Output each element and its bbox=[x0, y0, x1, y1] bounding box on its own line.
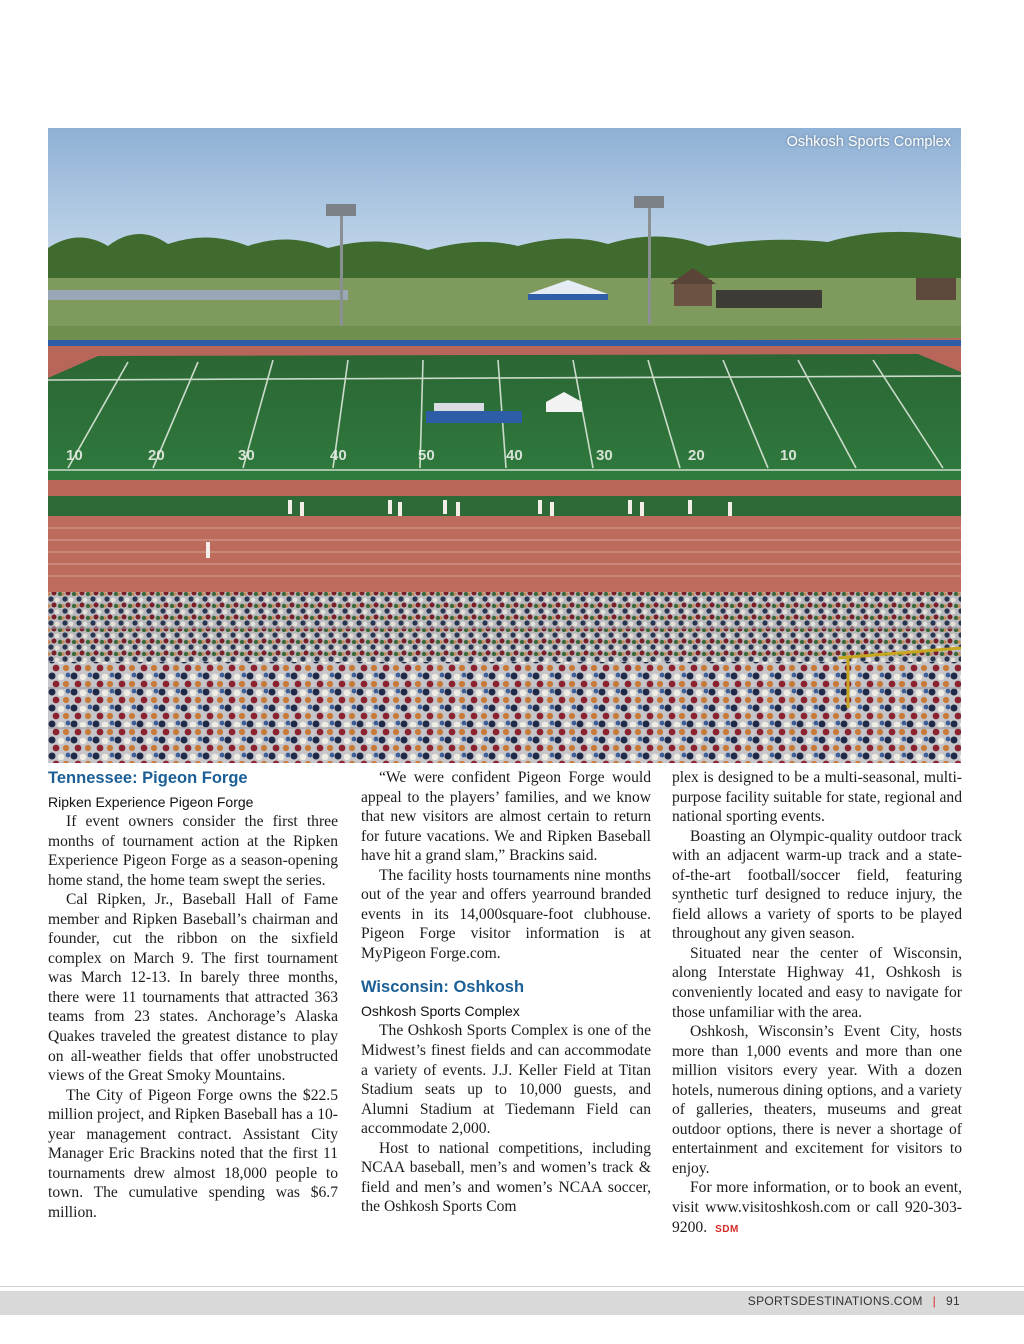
sdm-end-mark-logo: SDM bbox=[715, 1223, 739, 1235]
article-column-3 bbox=[672, 768, 962, 1239]
paragraph: Host to national competitions, including NCAA baseball, men’s and women’s track & field and men’s and women’s NCAA soccer, the Oshkosh Sports Com bbox=[361, 1139, 651, 1216]
field-yard-number: 40 bbox=[506, 447, 523, 464]
paragraph: The facility hosts tournaments nine months out of the year and offers yearround branded events in its 14,000square-foot clubhouse. Pigeon Forge visitor information is at MyPigeon Forge.com. bbox=[361, 866, 651, 962]
footer-separator: | bbox=[932, 1294, 937, 1308]
paragraph: If event owners consider the first three months of tournament action at the Ripken Experience Pigeon Forge as a season-opening home stand, the home team swept the series. bbox=[48, 813, 338, 889]
paragraph: Situated near the center of Wisconsin, along Interstate Highway 41, Oshkosh is conveniently located and easy to navigate for those unfamiliar with the area. bbox=[672, 944, 962, 1021]
paragraph-final-text: For more information, or to book an event, visit www.visitoshkosh.com or call 920-303-9200. bbox=[672, 1179, 962, 1236]
article-column-2 bbox=[361, 768, 651, 1217]
stadium-photo bbox=[48, 128, 961, 763]
field-yard-number: 50 bbox=[418, 447, 435, 464]
field-yard-number: 10 bbox=[66, 447, 83, 464]
subheading-oshkosh-sports-complex: Oshkosh Sports Complex bbox=[361, 1003, 520, 1020]
field-yard-number: 40 bbox=[330, 447, 347, 464]
section-heading-wisconsin: Wisconsin: Oshkosh bbox=[361, 978, 525, 997]
page-number: 91 bbox=[946, 1294, 960, 1308]
paragraph: Boasting an Olympic-quality outdoor track with an adjacent warm-up track and a state-of-the-art football/soccer field, featuring synthetic turf designed to reduce injury, the field allows a variety of sports to be played throughout any given season. bbox=[672, 827, 962, 943]
section-heading-tennessee: Tennessee: Pigeon Forge bbox=[48, 769, 248, 787]
paragraph: The City of Pigeon Forge owns the $22.5 million project, and Ripken Baseball has a 10-year management contract. Assistant City Manager Eric Brackins noted that the first 11 tournaments drew almost 18,000 people to town. The cumulative spending was $6.7 million. bbox=[48, 1086, 338, 1221]
paragraph: plex is designed to be a multi-seasonal, multi-purpose facility suitable for state, regional and national sporting events. bbox=[672, 769, 962, 826]
footer-site-name: SPORTSDESTINATIONS.COM bbox=[747, 1294, 923, 1308]
photo-caption: Oshkosh Sports Complex bbox=[786, 134, 951, 150]
field-yard-number: 20 bbox=[148, 447, 165, 464]
stadium-illustration bbox=[48, 128, 961, 763]
field-yard-number: 10 bbox=[780, 447, 797, 464]
article-column-1 bbox=[48, 768, 338, 1222]
paragraph: “We were confident Pigeon Forge would appeal to the players’ families, and we know that new visitors are almost certain to return for future vacations. We and Ripken Baseball have hit a grand slam,” Brackins said. bbox=[361, 769, 651, 865]
page-footer bbox=[748, 1294, 960, 1308]
field-yard-number: 20 bbox=[688, 447, 705, 464]
subheading-ripken-experience: Ripken Experience Pigeon Forge bbox=[48, 794, 254, 810]
paragraph-final bbox=[672, 1178, 962, 1239]
footer-divider bbox=[0, 1286, 1024, 1287]
paragraph: Cal Ripken, Jr., Baseball Hall of Fame member and Ripken Baseball’s chairman and founder, cut the ribbon on the sixfield complex on March 9. The first tournament was March 12-13. In barely three months, there were 11 tournaments that attracted 363 teams from 23 states. Anchorage’s Alaska Quakes traveled the greatest distance to play on all-weather fields that offer unobstructed views of the Great Smoky Mountains. bbox=[48, 891, 338, 1085]
paragraph: The Oshkosh Sports Complex is one of the Midwest’s finest fields and can accommodate a variety of events. J.J. Keller Field at Titan Stadium seats up to 10,000 guests, and Alumni Stadium at Tiedemann Field can accommodate 2,000. bbox=[361, 1022, 651, 1138]
field-yard-number: 30 bbox=[238, 447, 255, 464]
paragraph: Oshkosh, Wisconsin’s Event City, hosts more than 1,000 events and more than one million visitors every year. With a dozen hotels, numerous dining options, and a variety of galleries, theaters, museums and great outdoor options, there is never a shortage of entertainment and excitement for visitors to enjoy. bbox=[672, 1023, 962, 1177]
field-yard-number: 30 bbox=[596, 447, 613, 464]
